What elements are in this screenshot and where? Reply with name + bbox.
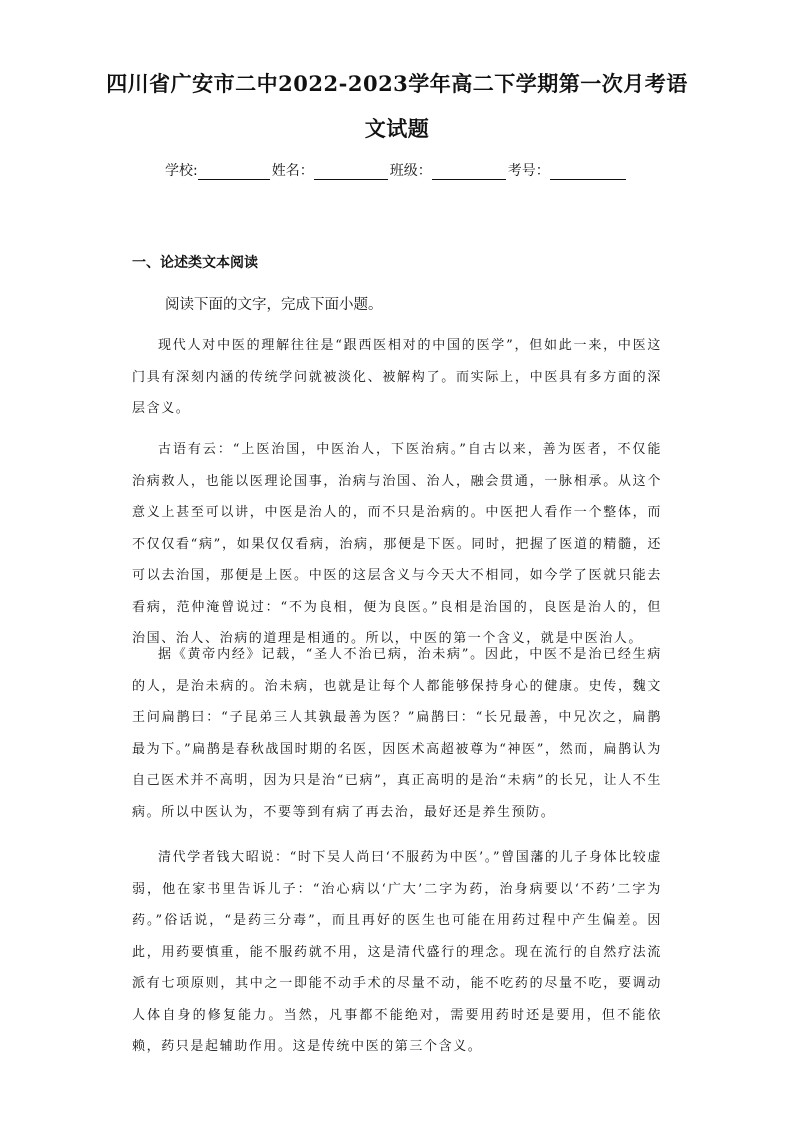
title-line-2: 文试题 — [364, 116, 430, 141]
exam-number-blank[interactable] — [550, 165, 626, 180]
paragraph-1: 现代人对中医的理解往往是“跟西医相对的中国的医学”，但如此一来，中医这门具有深刻内涵的传统学问就被淡化、被解构了。而实际上，中医具有多方面的深层含义。 — [132, 338, 662, 416]
paragraph-3: 据《黄帝内经》记载，“圣人不治已病，治未病”。因此，中医不是治已经生病的人，是治未病的。治未病，也就是让每个人都能够保持身心的健康。史传，魏文王问扁鹊曰：“子昆弟三人其孰最善为医？”扁鹊曰：“长兄最善，中兄次之，扁鹊最为下。”扁鹊是春秋战国时期的名医，因医术高超被尊为“神医”，然而，扁鹊认为自己医术并不高明，因为只是治“已病”，真正高明的是治“未病”的长兄，让人不生病。所以中医认为，不要等到有病了再去治，最好还是养生预防。 — [132, 647, 662, 820]
paragraph-2: 古语有云：“上医治国，中医治人，下医治病。”自古以来，善为医者，不仅能治病救人，也能以医理论国事，治病与治国、治人，融会贯通，一脉相承。从这个意义上甚至可以讲，中医是治人的，而不只是治病的。中医把人看作一个整体，而不仅仅看“病”，如果仅仅看病，治病，那便是下医。同时，把握了医道的精髓，还可以去治国，那便是上医。中医的这层含义与今天大不相同，如今学了医就只能去看病，范仲淹曾说过：“不为良相，便为良医。”良相是治国的，良医是治人的，但治国、治人、治病的道理是相通的。所以，中医的第一个含义，就是中医治人。 — [132, 442, 662, 646]
reading-instruction: 阅读下面的文字，完成下面小题。 — [165, 297, 383, 313]
student-info-row — [165, 160, 645, 180]
class-label: 班级： — [389, 163, 432, 179]
name-field — [272, 160, 390, 180]
name-blank[interactable] — [314, 165, 388, 180]
section-heading: 一、论述类文本阅读 — [132, 255, 258, 271]
school-label: 学校: — [165, 163, 198, 179]
title-line-1: 四川省广安市二中2022-2023学年高二下学期第一次月考语 — [106, 71, 688, 96]
class-blank[interactable] — [432, 165, 506, 180]
school-field — [165, 160, 272, 180]
exam-number-label: 考号： — [507, 163, 550, 179]
paragraph-4: 清代学者钱大昭说：“时下吴人尚曰‘不服药为中医’。”曾国藩的儿子身体比较虚弱，他在家书里告诉儿子：“治心病以‘广大’二字为药，治身病要以‘不药’二字为药。”俗话说，“是药三分毒”，而且再好的医生也可能在用药过程中产生偏差。因此，用药要慎重，能不服药就不用，这是清代盛行的理念。现在流行的自然疗法流派有七项原则，其中之一即能不动手术的尽量不动，能不吃药的尽量不吃，要调动人体自身的修复能力。当然，凡事都不能绝对，需要用药时还是要用，但不能依赖，药只是起辅助作用。这是传统中医的第三个含义。 — [132, 850, 662, 1054]
school-blank[interactable] — [198, 165, 270, 180]
name-label: 姓名： — [271, 163, 314, 179]
exam-number-field — [508, 160, 628, 180]
class-field — [390, 160, 508, 180]
